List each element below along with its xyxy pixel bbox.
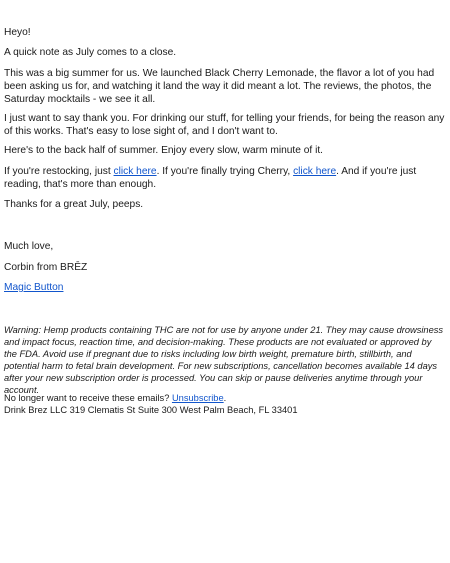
unsubscribe-text: No longer want to receive these emails?: [4, 393, 172, 403]
thanks-paragraph: I just want to say thank you. For drinking our stuff, for telling your friends, for being the reason any of this works. That's easy to lose sight of, and I don't want to.: [4, 113, 445, 138]
restock-text-3: . And if you're just reading, that's more than enough.: [4, 166, 417, 191]
unsubscribe-line: [4, 392, 226, 404]
greeting: Heyo!: [4, 27, 31, 38]
restock-text-2: . If you're finally trying Cherry,: [156, 166, 294, 177]
summer-paragraph: This was a big summer for us. We launched Black Cherry Lemonade, the flavor a lot of you had been asking us for, and watching it land the way it did meant a lot. The reviews, the photos, the Saturday mocktails - we see it all.: [4, 68, 435, 106]
try-cherry-link[interactable]: click here: [293, 166, 337, 177]
unsubscribe-link[interactable]: Unsubscribe: [171, 393, 224, 403]
signoff: Much love,: [4, 241, 54, 252]
unsubscribe-period: .: [223, 393, 227, 403]
warning-disclaimer: Warning: Hemp products containing THC are not for use by anyone under 21. They may cause drowsiness and impact focus, reaction time, and decision-making. These products are not evaluated or approved by the FDA. Avoid use if pregnant due to risks including low birth weight, premature birth, stillbirth, and potential harm to fetal brain development. For new subscriptions, cancellation becomes available 14 days after your new subscription order is processed. You can skip or pause deliveries anytime through your account.: [4, 325, 444, 395]
back-half-line: Here's to the back half of summer. Enjoy every slow, warm minute of it.: [4, 145, 324, 156]
restock-text-1: If you're restocking, just: [4, 166, 114, 177]
signature: Corbin from BRĒZ: [4, 262, 88, 273]
july-thanks-line: Thanks for a great July, peeps.: [4, 199, 144, 210]
intro-line: A quick note as July comes to a close.: [4, 47, 177, 58]
magic-button-link[interactable]: Magic Button: [4, 282, 64, 293]
restock-paragraph: [4, 165, 446, 191]
restock-link[interactable]: click here: [113, 166, 157, 177]
company-address: Drink Brez LLC 319 Clematis St Suite 300 West Palm Beach, FL 33401: [4, 405, 298, 415]
